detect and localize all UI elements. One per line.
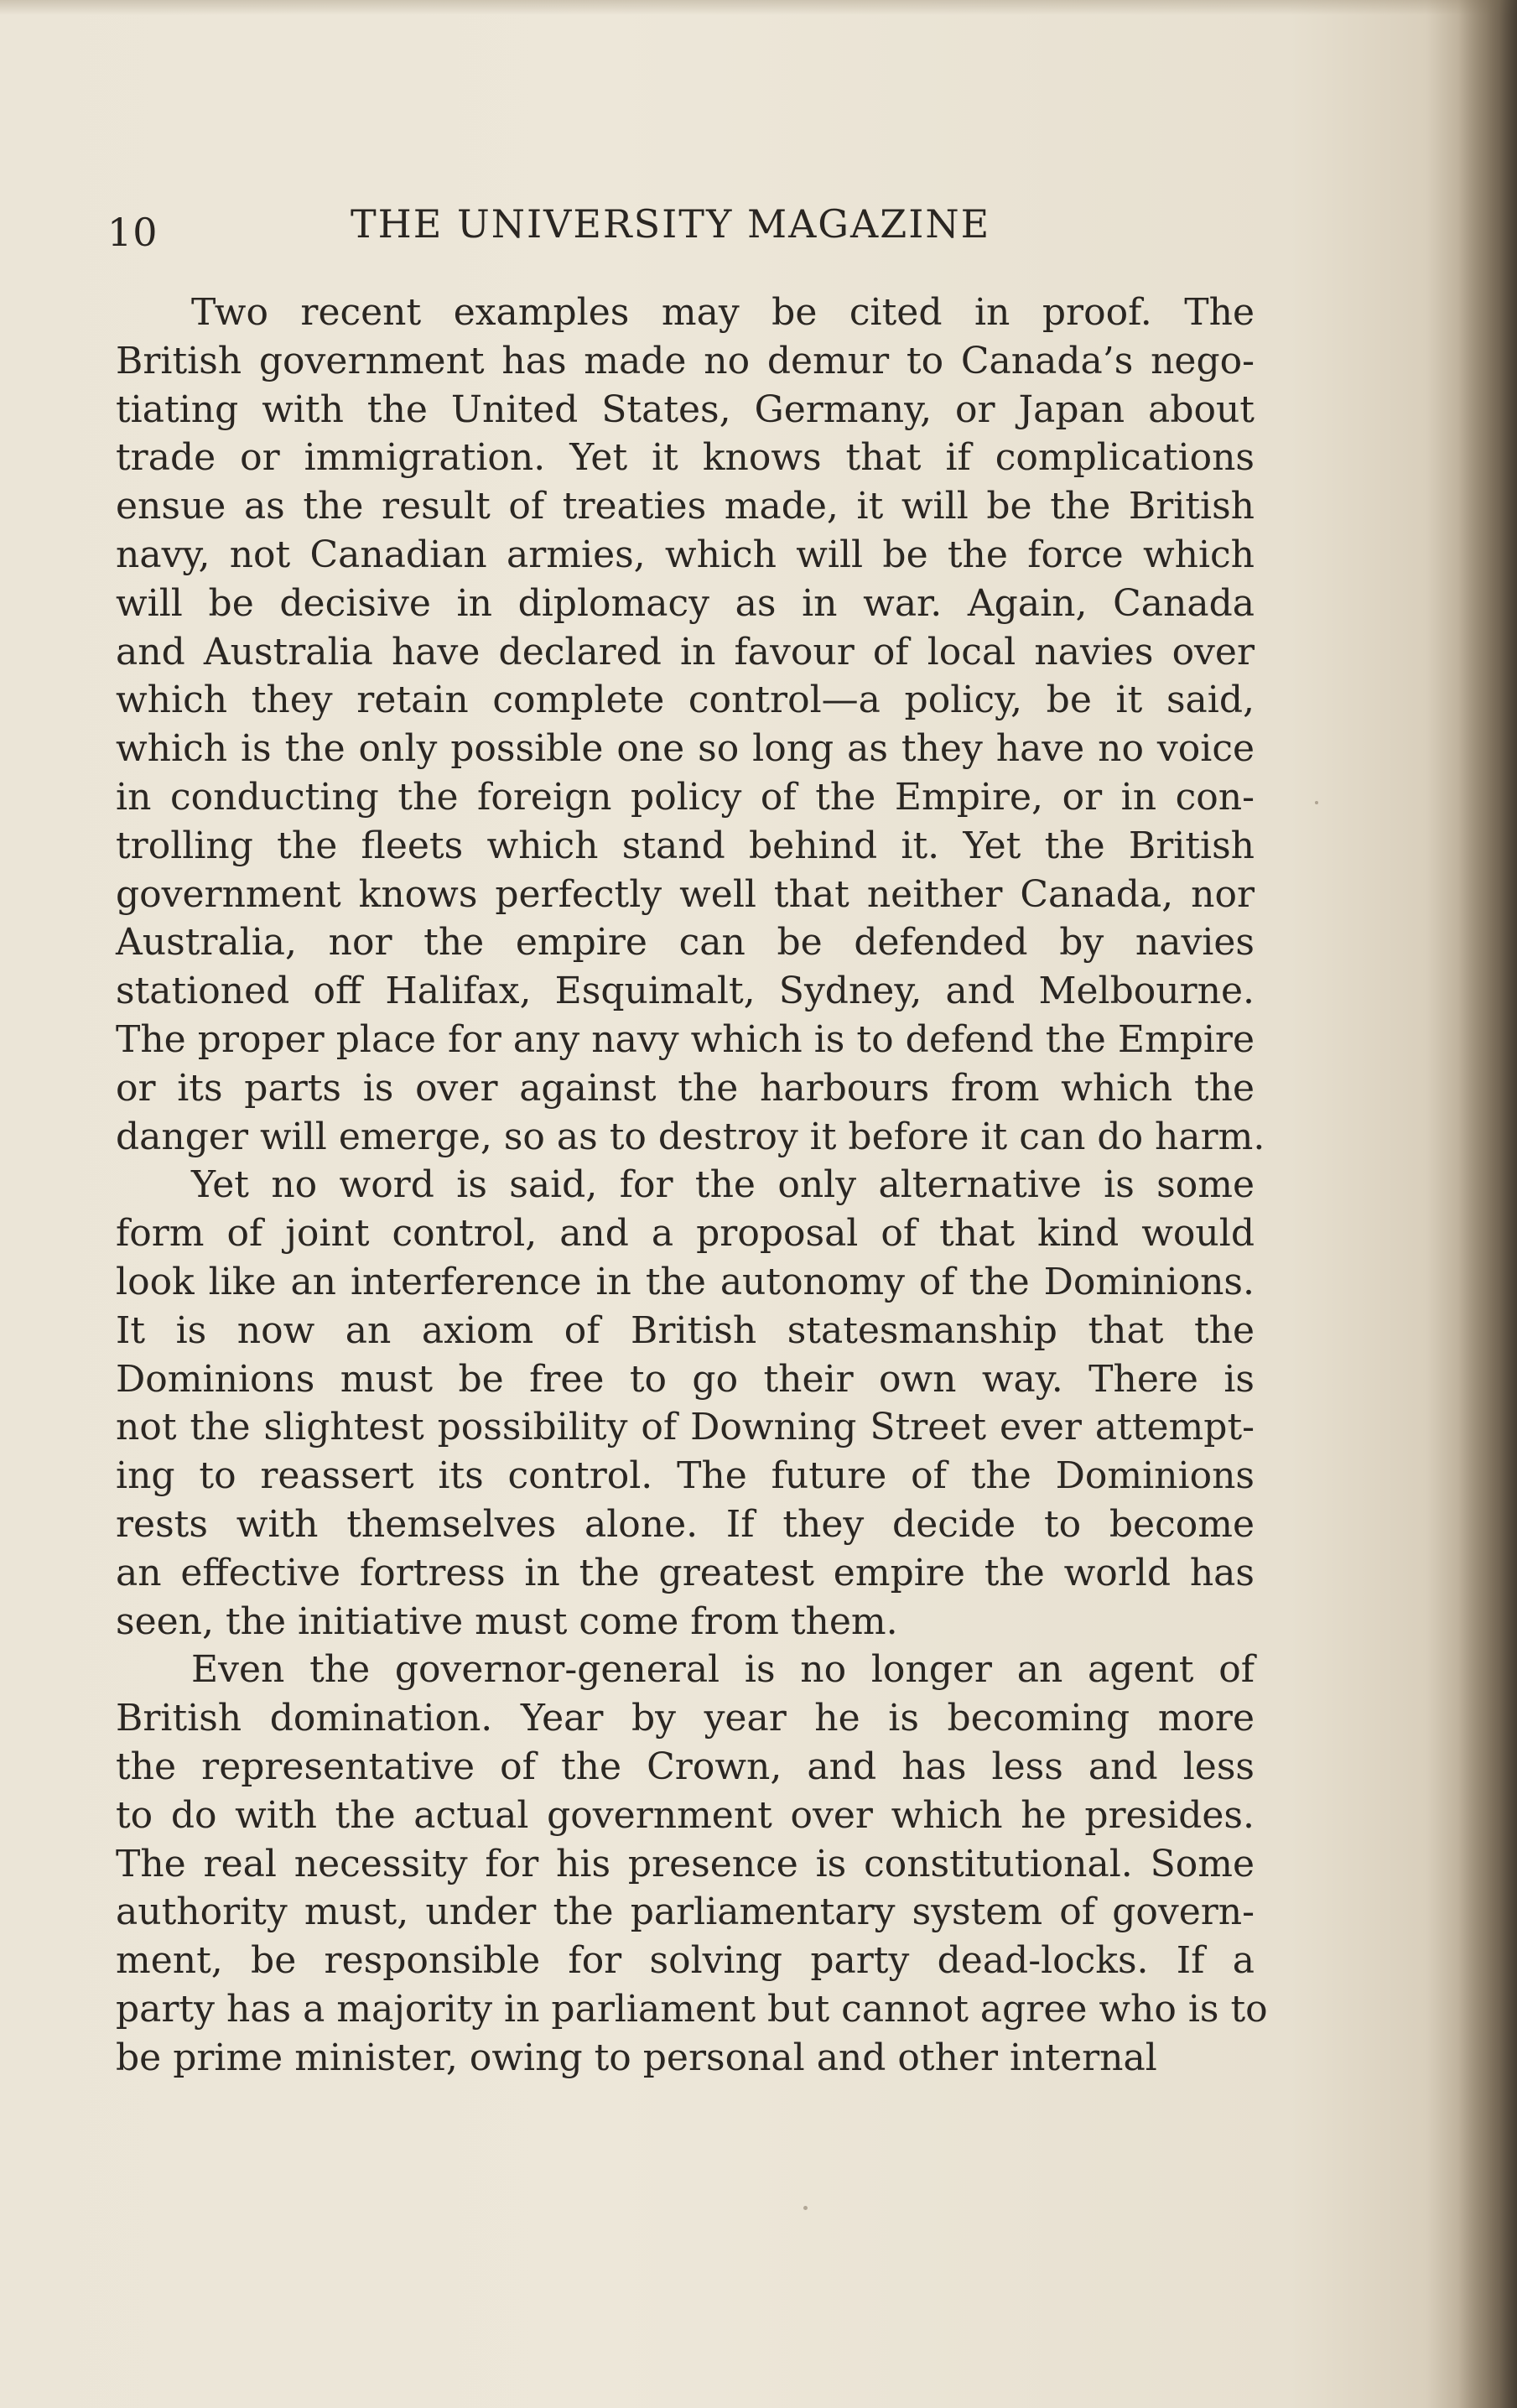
body-text (116, 289, 1268, 2082)
text-line: danger will emerge, so as to destroy it before it can do harm. (116, 1115, 1265, 1158)
text-line: Dominions must be free to go their own way. There is (116, 1357, 1255, 1401)
text-line: trade or immigration. Yet it knows that if complications (116, 436, 1255, 480)
text-line: government knows perfectly well that neither Canada, nor (116, 872, 1255, 916)
text-line: an effective fortress in the greatest empire the world has (116, 1551, 1255, 1594)
paper-speck (803, 2206, 808, 2210)
text-line: to do with the actual government over which he presides. (116, 1793, 1255, 1837)
text-line: Two recent examples may be cited in proof. The (191, 291, 1255, 334)
text-line: look like an interference in the autonomy of the Dominions. (116, 1260, 1255, 1303)
text-line: British government has made no demur to Canada’s nego- (116, 339, 1255, 382)
text-line: British domination. Year by year he is becoming more (116, 1697, 1255, 1740)
text-line: authority must, under the parliamentary system of govern- (116, 1891, 1255, 1934)
page-number: 10 (107, 210, 158, 255)
text-line: The proper place for any navy which is to defend the Empire (116, 1017, 1255, 1061)
paragraph (116, 1161, 1255, 1646)
text-line: trolling the fleets which stand behind it. Yet the British (116, 824, 1255, 867)
text-line: not the slightest possibility of Downing Street ever attempt- (116, 1406, 1255, 1449)
paper-speck (1315, 801, 1318, 804)
text-line: It is now an axiom of British statesmanship that the (116, 1308, 1255, 1352)
text-line: navy, not Canadian armies, which will be the force which (116, 533, 1255, 576)
text-line: party has a majority in parliament but cannot agree who is to (116, 1987, 1268, 2031)
text-line: tiating with the United States, Germany, or Japan about (116, 387, 1255, 431)
paragraph (116, 289, 1265, 1161)
page-binding-edge (1458, 0, 1517, 2408)
text-line: which they retain complete control—a policy, be it said, (116, 679, 1255, 722)
text-line: form of joint control, and a proposal of that kind would (116, 1212, 1255, 1256)
text-line: The real necessity for his presence is constitutional. Some (116, 1842, 1255, 1885)
text-line: ment, be responsible for solving party dead-locks. If a (116, 1939, 1255, 1983)
text-line: ensue as the result of treaties made, it will be the British (116, 485, 1255, 528)
page-header (107, 201, 1265, 260)
text-line: rests with themselves alone. If they decide to become (116, 1502, 1255, 1546)
text-line: the representative of the Crown, and has less and less (116, 1745, 1255, 1788)
text-line: stationed off Halifax, Esquimalt, Sydney, and Melbourne. (116, 970, 1255, 1013)
text-line: be prime minister, owing to personal and other internal (116, 2036, 1157, 2079)
text-line: or its parts is over against the harbours from which the (116, 1066, 1255, 1110)
text-line: Yet no word is said, for the only alternative is some (191, 1163, 1255, 1207)
text-line: will be decisive in diplomacy as in war. Again, Canada (116, 581, 1255, 625)
text-line: and Australia have declared in favour of local navies over (116, 630, 1255, 674)
page-top-shadow (0, 0, 1517, 15)
text-line: seen, the initiative must come from them. (116, 1599, 898, 1643)
text-line: Even the governor-general is no longer an agent of (191, 1648, 1255, 1692)
text-line: in conducting the foreign policy of the Empire, or in con- (116, 775, 1255, 819)
paragraph (116, 1646, 1268, 2082)
text-line: which is the only possible one so long as they have no voice (116, 727, 1255, 771)
text-line: ing to reassert its control. The future of the Dominions (116, 1454, 1255, 1498)
running-head: THE UNIVERSITY MAGAZINE (351, 201, 991, 247)
text-line: Australia, nor the empire can be defended by navies (116, 921, 1255, 965)
